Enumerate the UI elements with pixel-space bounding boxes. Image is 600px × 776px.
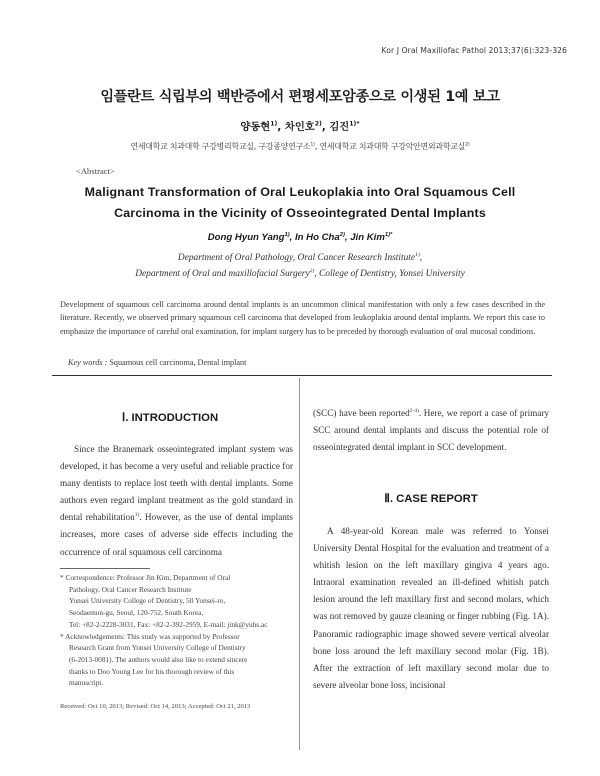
- affiliation-text: , 연세대학교 치과대학 구강악안면외과학교실: [314, 142, 466, 151]
- citation-sup: 1): [134, 512, 140, 519]
- author-sep: ,: [344, 232, 351, 243]
- paragraph-text: . However, as the use of dental implants increases, more cases of adverse side effects including the occurrence of oral squamous cell carcinoma: [60, 512, 293, 557]
- affiliation-text: 연세대학교 치과대학 구강병리학교실, 구강종양연구소: [130, 142, 311, 151]
- introduction-heading: Ⅰ. INTRODUCTION: [121, 412, 219, 424]
- abstract-body: Development of squamous cell carcinoma around dental implants is an uncommon clinical manifestation with only a few cases described in the literature. Recently, we observed primary squamous cell carcinoma that developed from leukoplakia around dental implants. We report this case to emphasize the importance of careful oral examination, for implant surgery has to be preceded by thorough evaluation of oral mucosal conditions.: [60, 300, 545, 336]
- acknowledgement-line: * Acknowledgements: This study was supported by Professor: [60, 631, 240, 641]
- address-line: Seodaemun-gu, Seoul, 120-752, South Korea,: [69, 608, 204, 618]
- footnote-divider: [60, 568, 150, 569]
- correspondence-line: * Correspondence: Professor Jin Kim, Department of Oral: [60, 573, 231, 582]
- author-sep: ,: [289, 232, 295, 243]
- affiliation-sup: 1): [310, 142, 315, 148]
- correspondence-line: Pathology, Oral Cancer Research Institute: [69, 584, 192, 594]
- affiliation-line: [0, 251, 600, 267]
- author-sup: 1)*: [349, 120, 360, 128]
- author-sup: 2): [339, 231, 345, 238]
- acknowledgement-line: (6-2013-0081). The authors would also like to extend sincere: [69, 654, 248, 664]
- keywords: [68, 358, 246, 367]
- acknowledgement-line: thanks to Doo Young Lee for his thorough review of this: [69, 666, 235, 676]
- author-name: 김진: [329, 121, 350, 133]
- author-name: In Ho Cha: [294, 232, 340, 243]
- contact-line: Tel: +82-2-2228-3031, Fax: +82-2-392-2959, E-mail: jink@yuhs.ac: [69, 619, 268, 629]
- case-report-heading: Ⅱ. CASE REPORT: [384, 493, 478, 505]
- keywords-value: Squamous cell carcinoma, Dental implant: [109, 358, 247, 367]
- column-divider: [299, 378, 300, 750]
- title-line: Malignant Transformation of Oral Leukoplakia into Oral Squamous Cell: [84, 185, 516, 199]
- paragraph-text: A 48-year-old Korean male was referred to Yonsei University Dental Hospital for the evaluation and treatment of a whitish lesion on the left maxillary gingiva 4 years ago. Intraoral examination revealed an ill-defined whitish patch lesion around the left maxillary first and second molars, which was not removed by gauze cleaning or finger rubbing (Fig. 1A). Panoramic radiographic image showed severe vertical alveolar bone loss around the left maxillary second molar (Fig. 1B). After the extraction of left maxillary second molar due to severe alveolar bone loss, incisional: [313, 526, 549, 690]
- author-sup: 1)*: [384, 231, 393, 238]
- paragraph: [60, 441, 293, 561]
- footnotes: [60, 572, 296, 689]
- paragraph-text: (SCC) have been reported: [313, 408, 410, 418]
- english-affiliations: [0, 251, 600, 282]
- case-report-body: [313, 523, 549, 694]
- author-sep: ,: [321, 121, 330, 133]
- affiliation-line: [0, 267, 600, 283]
- korean-authors: [0, 118, 600, 133]
- english-title: [0, 182, 600, 224]
- korean-affiliations: [0, 141, 600, 152]
- paragraph: [313, 405, 549, 456]
- address-line: Yonsei University College of Dentistry, 50 Yonsei-ro,: [69, 596, 226, 606]
- introduction-body: [60, 441, 293, 561]
- affiliation-text: , College of Dentistry, Yonsei University: [314, 268, 465, 279]
- english-authors: [0, 232, 600, 243]
- author-sep: ,: [277, 121, 285, 133]
- korean-title: 임플란트 식립부의 백반증에서 편평세포암종으로 이생된 1예 보고: [100, 89, 500, 105]
- affiliation-sup: 2): [465, 142, 470, 148]
- author-sup: 1): [270, 120, 278, 128]
- paragraph-text: . Here, we report a case of primary SCC around dental implants and discuss the potential role of osseointegrated dental implant in SCC development.: [313, 408, 549, 453]
- section-divider: [52, 375, 552, 376]
- paragraph-text: Since the Branemark osseointegrated implant system was developed, it has become a very useful and reliable practice for many dentists to replace lost teeth with dental implants. Some authors even regard implant treatment as the gold standard in dental rehabilitation: [60, 444, 293, 523]
- author-name: 차인호: [284, 121, 315, 133]
- affiliation-text: Department of Oral Pathology, Oral Cancer Research Institute: [177, 253, 416, 263]
- acknowledgement-line: Research Grant from Yonsei University College of Dentistry: [69, 643, 246, 653]
- affiliation-text: Department of Oral and maxillofacial Surgery: [135, 268, 310, 279]
- keywords-label: Key words :: [68, 358, 108, 367]
- author-name: 양동현: [240, 121, 271, 133]
- abstract-label: <Abstract>: [76, 166, 115, 176]
- affiliation-sup: 2): [309, 267, 315, 274]
- title-line: Carcinoma in the Vicinity of Osseointegrated Dental Implants: [114, 206, 486, 220]
- author-sup: 2): [314, 120, 322, 128]
- citation-sup: 2-4): [409, 407, 419, 414]
- received-dates: Received: Oct 10, 2013; Revised: Oct 14, 2013; Accepted: Oct 21, 2013: [60, 703, 251, 710]
- journal-citation: Kor J Oral Maxillofac Pathol 2013;37(6):323-326: [381, 46, 567, 55]
- author-name: Dong Hyun Yang: [207, 232, 285, 243]
- author-sup: 1): [284, 231, 290, 238]
- affiliation-sup: 1): [415, 251, 420, 258]
- affiliation-punct: ,: [419, 253, 423, 263]
- author-name: Jin Kim: [350, 232, 385, 243]
- acknowledgement-line: manuscript.: [69, 678, 104, 688]
- introduction-continued: [313, 405, 549, 456]
